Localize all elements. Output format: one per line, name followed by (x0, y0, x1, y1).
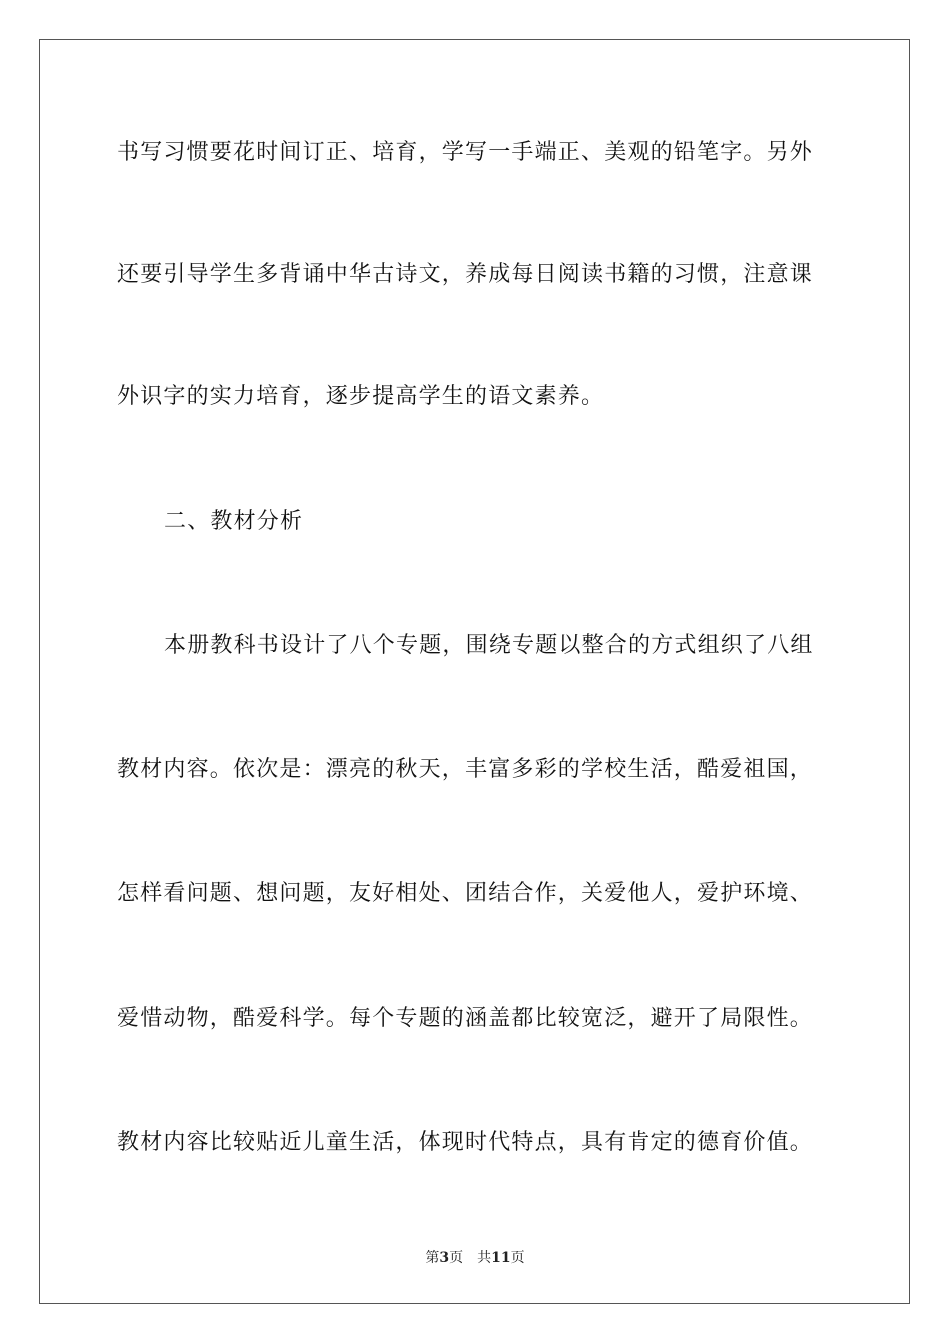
body-line-8: 教材内容比较贴近儿童生活，体现时代特点，具有肯定的德育价值。 (117, 1130, 814, 1155)
body-line-3: 外识字的实力培育，逐步提高学生的语文素养。 (117, 384, 605, 409)
footer-page-prefix: 第 (425, 1250, 440, 1266)
section-heading: 二、教材分析 (164, 509, 304, 534)
body-line-4: 本册教科书设计了八个专题，围绕专题以整合的方式组织了八组 (164, 633, 814, 658)
page-border (39, 39, 910, 1304)
footer-total-pages: 11 (491, 1250, 511, 1266)
body-line-7: 爱惜动物，酷爱科学。每个专题的涵盖都比较宽泛，避开了局限性。 (117, 1006, 814, 1031)
body-line-5: 教材内容。依次是：漂亮的秋天，丰富多彩的学校生活，酷爱祖国， (117, 757, 814, 782)
body-line-6: 怎样看问题、想问题，友好相处、团结合作，关爱他人，爱护环境、 (117, 881, 814, 906)
body-line-2: 还要引导学生多背诵中华古诗文，养成每日阅读书籍的习惯，注意课 (117, 262, 814, 287)
footer-total-prefix: 共 (477, 1250, 492, 1266)
footer-page-suffix: 页 (449, 1250, 464, 1266)
footer-page-number: 3 (439, 1250, 450, 1266)
body-line-1: 书写习惯要花时间订正、培育，学写一手端正、美观的铅笔字。另外 (117, 140, 814, 165)
footer-total-suffix: 页 (510, 1250, 525, 1266)
page-footer (0, 1249, 950, 1267)
